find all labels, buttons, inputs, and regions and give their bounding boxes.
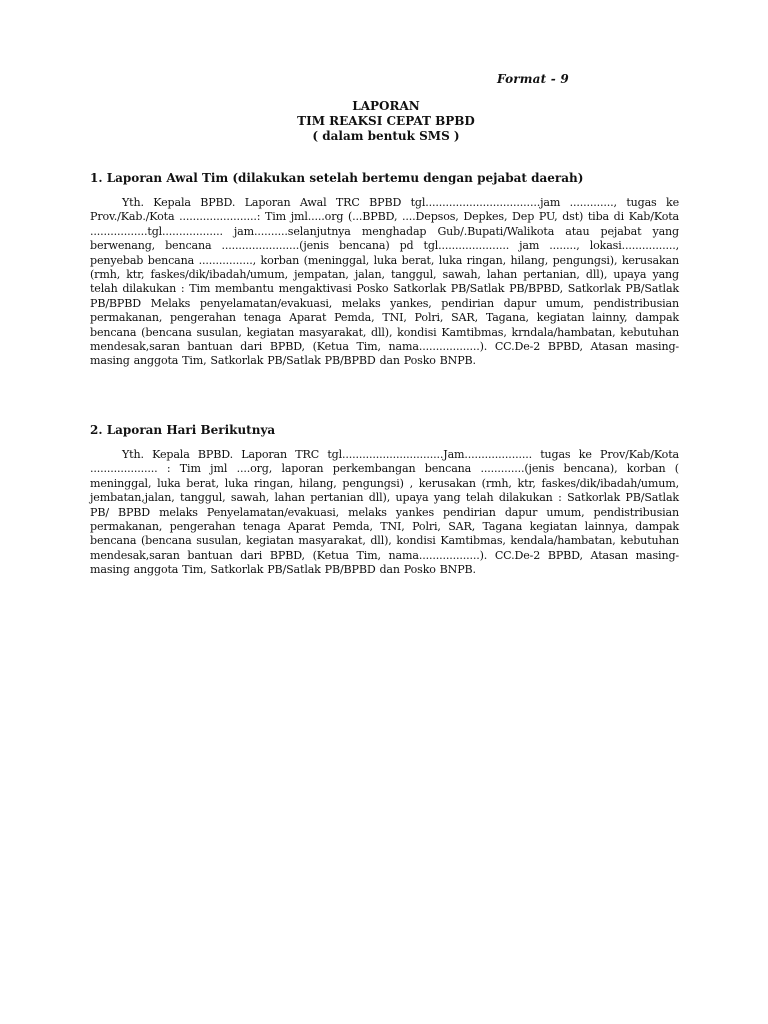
section-heading-initial-report: 1. Laporan Awal Tim (dilakukan setelah bertemu dengan pejabat daerah) [90, 171, 584, 185]
section-body-next-day-report: Yth. Kepala BPBD. Laporan TRC tgl..............................Jam.................... tugas ke Prov/Kab/Kota .................... : Tim jml ....org, laporan perkembangan bencana .............(jenis bencana), korban ( meninggal, luka berat, luka ringan, hilang, pengungsi) , kerusakan (rmh, ktr, faskes/dik/ibadah/umum, jembatan,jalan, tanggul, sawah, lahan pertanian dll), upaya yang telah dilakukan : Satkorlak PB/Satlak PB/ BPBD melaks Penyelamatan/evakuasi, melaks yankes pendirian dapur umum, pendistribusian permakanan, pengerahan tenaga Aparat Pemda, TNI, Polri, SAR, Tagana kegiatan lainnya, dampak bencana (bencana susulan, kegiatan masyarakat, dll), kondisi Kamtibmas, kendala/hambatan, kebutuhan mendesak,saran bantuan dari BPBD, (Ketua Tim, nama..................). CC.De-2 BPBD, Atasan masing-masing anggota Tim, Satkorlak PB/Satlak PB/BPBD dan Posko BNPB. [90, 448, 679, 577]
section-heading-next-day-report: 2. Laporan Hari Berikutnya [90, 423, 276, 437]
title-line-team: TIM REAKSI CEPAT BPBD [297, 114, 475, 128]
title-line-report: LAPORAN [352, 99, 420, 113]
section-body-initial-report: Yth. Kepala BPBD. Laporan Awal TRC BPBD tgl..................................jam ............., tugas ke Prov./Kab./Kota .......................: Tim jml.....org (...BPBD, ....Depsos, Depkes, Dep PU, dst) tiba di Kab/Kota .................tgl.................. jam..........selanjutnya menghadap Gub/.Bupati/Walikota atau pejabat yang berwenang, bencana .......................(jenis bencana) pd tgl..................... jam ........, lokasi................, penyebab bencana ................, korban (meninggal, luka berat, luka ringan, hilang, pengungsi), kerusakan (rmh, ktr, faskes/dik/ibadah/umum, jempatan, jalan, tanggul, sawah, lahan pertanian, dll), upaya yang telah dilakukan : Tim membantu mengaktivasi Posko Satkorlak PB/Satlak PB/BPBD, Satkorlak PB/Satlak PB/BPBD Melaks penyelamatan/evakuasi, melaks yankes, pendirian dapur umum, pendistribusian permakanan, pengerahan tenaga Aparat Pemda, TNI, Polri, SAR, Tagana, kegiatan lainny, dampak bencana (bencana susulan, kegiatan masyarakat, dll), kondisi Kamtibmas, krndala/hambatan, kebutuhan mendesak,saran bantuan dari BPBD, (Ketua Tim, nama..................). CC.De-2 BPBD, Atasan masing-masing anggota Tim, Satkorlak PB/Satlak PB/BPBD dan Posko BNPB. [90, 196, 679, 368]
document-title [0, 99, 768, 144]
title-line-format: ( dalam bentuk SMS ) [312, 129, 460, 143]
format-label: Format - 9 [497, 72, 569, 86]
